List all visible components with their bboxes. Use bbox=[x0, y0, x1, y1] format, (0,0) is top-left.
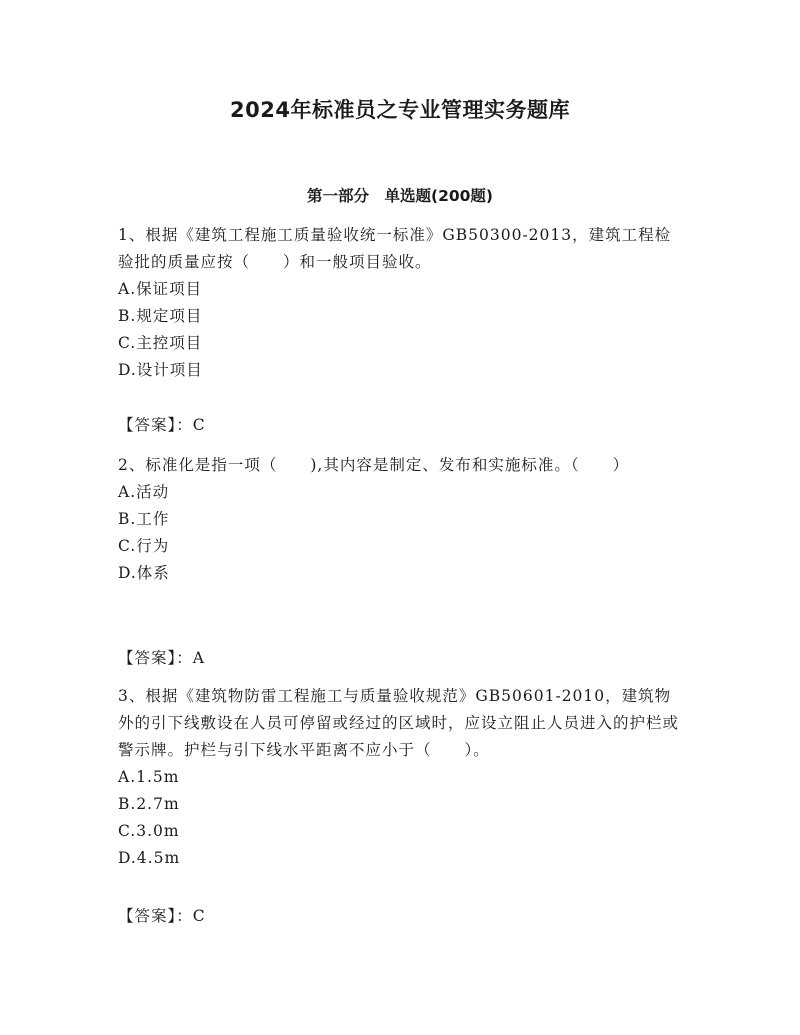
question-2 bbox=[118, 452, 683, 587]
question-1 bbox=[118, 222, 683, 384]
option-d: D.体系 bbox=[118, 564, 170, 582]
option-list bbox=[118, 479, 683, 587]
section-title: 第一部分 单选题(200题) bbox=[306, 187, 494, 205]
answer-1: 【答案】：C bbox=[118, 416, 206, 434]
answer-3: 【答案】：C bbox=[118, 907, 206, 925]
option-d: D.4.5m bbox=[118, 849, 181, 867]
option-b: B.工作 bbox=[118, 510, 170, 528]
option-a: A.保证项目 bbox=[118, 280, 203, 298]
option-list bbox=[118, 276, 683, 384]
question-3 bbox=[118, 683, 683, 872]
option-b: B.2.7m bbox=[118, 795, 180, 813]
option-b: B.规定项目 bbox=[118, 307, 203, 325]
option-c: C.行为 bbox=[118, 537, 170, 555]
option-list bbox=[118, 764, 683, 872]
option-a: A.1.5m bbox=[118, 768, 180, 786]
question-stem: 1、根据《建筑工程施工质量验收统一标准》GB50300-2013，建筑工程检验批的质量应按（ ）和一般项目验收。 bbox=[118, 226, 672, 271]
option-a: A.活动 bbox=[118, 483, 170, 501]
question-stem: 3、根据《建筑物防雷工程施工与质量验收规范》GB50601-2010，建筑物外的引下线敷设在人员可停留或经过的区域时，应设立阻止人员进入的护栏或警示牌。护栏与引下线水平距离不应小于（ ）。 bbox=[118, 687, 680, 759]
option-c: C.主控项目 bbox=[118, 334, 203, 352]
answer-2: 【答案】：A bbox=[118, 649, 205, 667]
option-c: C.3.0m bbox=[118, 822, 180, 840]
question-stem: 2、标准化是指一项（ ),其内容是制定、发布和实施标准。（ ） bbox=[118, 456, 630, 474]
option-d: D.设计项目 bbox=[118, 361, 203, 379]
document-title: 2024年标准员之专业管理实务题库 bbox=[230, 98, 570, 122]
